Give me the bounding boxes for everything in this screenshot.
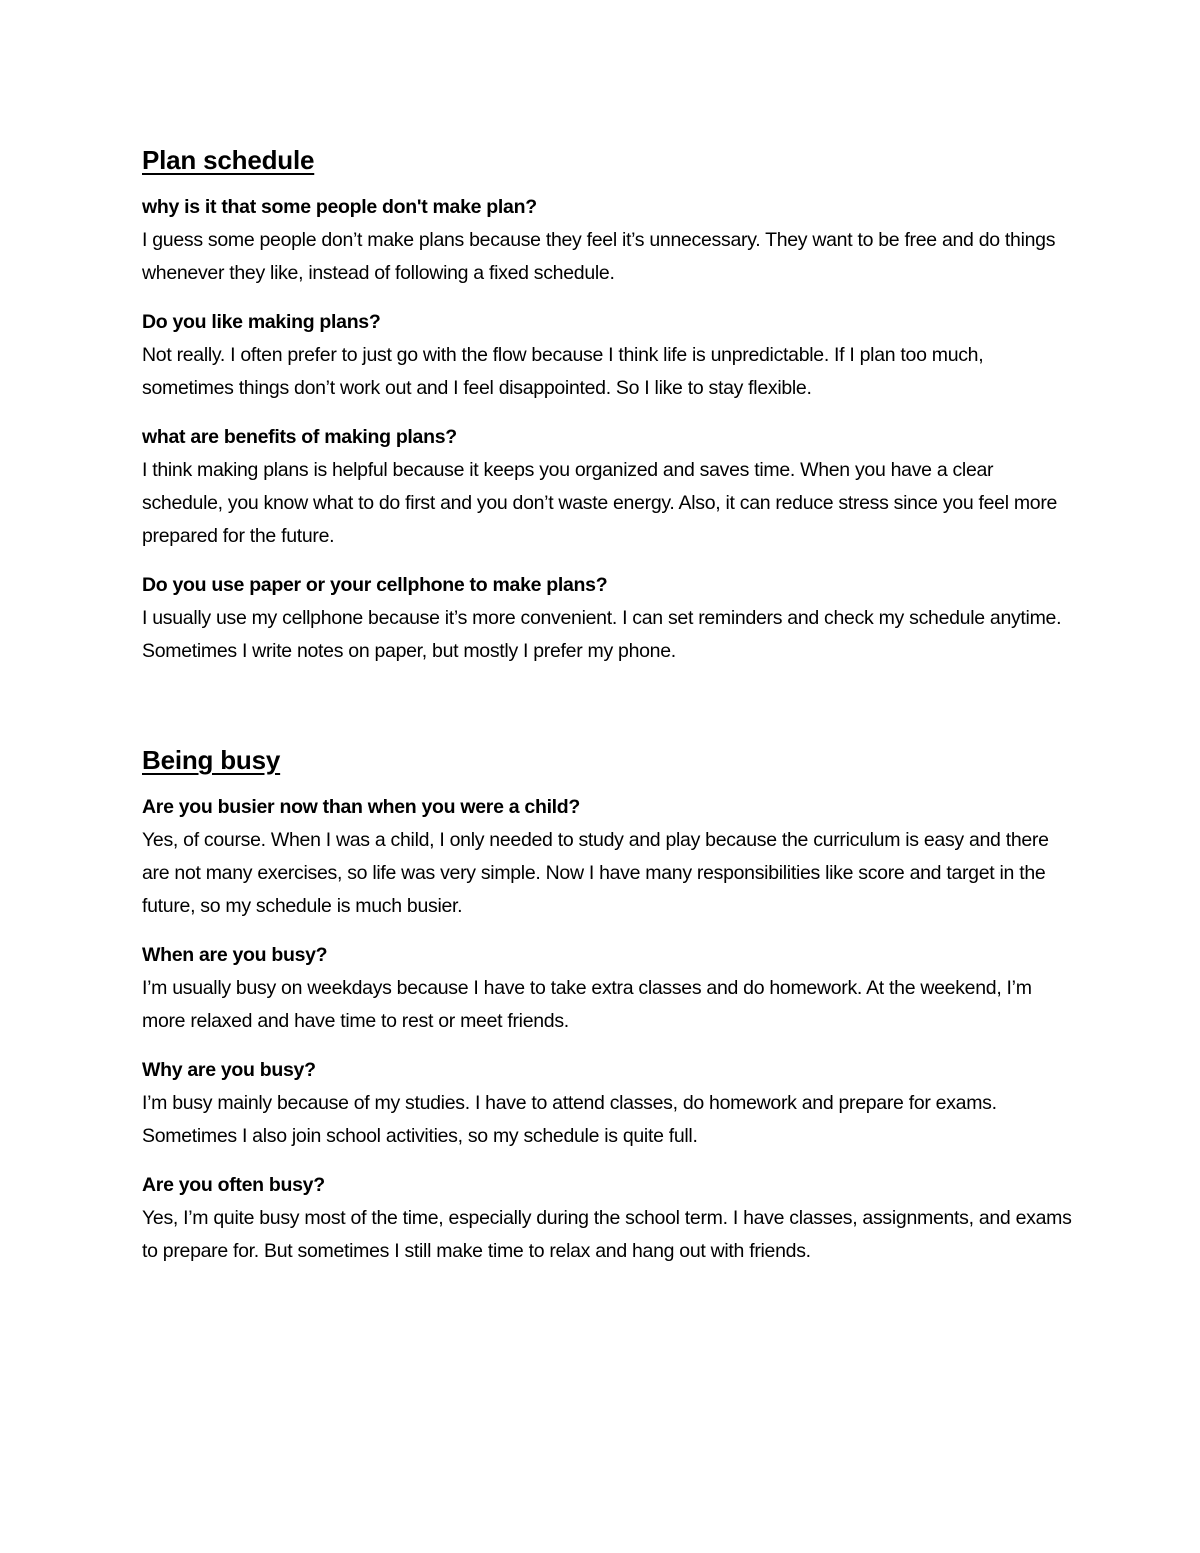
- answer: I usually use my cellphone because it’s more convenient. I can set reminders and check my schedule anytime. Sometimes I write notes on paper, but mostly I prefer my phone.: [142, 607, 1062, 662]
- question: Why are you busy?: [142, 1059, 316, 1081]
- qa-item: [142, 569, 1072, 668]
- qa-item: [142, 939, 1072, 1038]
- section-plan-schedule: [142, 143, 1072, 684]
- section-being-busy: [142, 743, 1072, 1284]
- question: why is it that some people don't make plan?: [142, 196, 537, 218]
- qa-item: [142, 306, 1072, 405]
- answer: Yes, of course. When I was a child, I only needed to study and play because the curriculum is easy and there are not many exercises, so life was very simple. Now I have many responsibilities like score and target in the future, so my schedule is much busier.: [142, 829, 1049, 917]
- answer: Yes, I’m quite busy most of the time, especially during the school term. I have classes, assignments, and exams to prepare for. But sometimes I still make time to relax and hang out with friends.: [142, 1207, 1072, 1262]
- question: Are you often busy?: [142, 1174, 325, 1196]
- answer: I think making plans is helpful because it keeps you organized and saves time. When you have a clear schedule, you know what to do first and you don’t waste energy. Also, it can reduce stress since you feel more prepared for the future.: [142, 459, 1058, 547]
- answer: Not really. I often prefer to just go with the flow because I think life is unpredictable. If I plan too much, sometimes things don’t work out and I feel disappointed. So I like to stay flexible.: [142, 344, 984, 399]
- qa-item: [142, 1054, 1072, 1153]
- qa-item: [142, 1169, 1072, 1268]
- qa-item: [142, 421, 1072, 553]
- question: When are you busy?: [142, 944, 328, 966]
- section-heading: Plan schedule: [142, 145, 315, 175]
- question: Are you busier now than when you were a child?: [142, 796, 581, 818]
- qa-item: [142, 191, 1072, 290]
- question: Do you use paper or your cellphone to make plans?: [142, 574, 608, 596]
- section-heading: Being busy: [142, 745, 281, 775]
- question: Do you like making plans?: [142, 311, 381, 333]
- answer: I guess some people don’t make plans because they feel it’s unnecessary. They want to be free and do things whenever they like, instead of following a fixed schedule.: [142, 229, 1056, 284]
- answer: I’m busy mainly because of my studies. I have to attend classes, do homework and prepare for exams. Sometimes I also join school activities, so my schedule is quite full.: [142, 1092, 997, 1147]
- question: what are benefits of making plans?: [142, 426, 457, 448]
- qa-item: [142, 791, 1072, 923]
- answer: I’m usually busy on weekdays because I have to take extra classes and do homework. At the weekend, I’m more relaxed and have time to rest or meet friends.: [142, 977, 1032, 1032]
